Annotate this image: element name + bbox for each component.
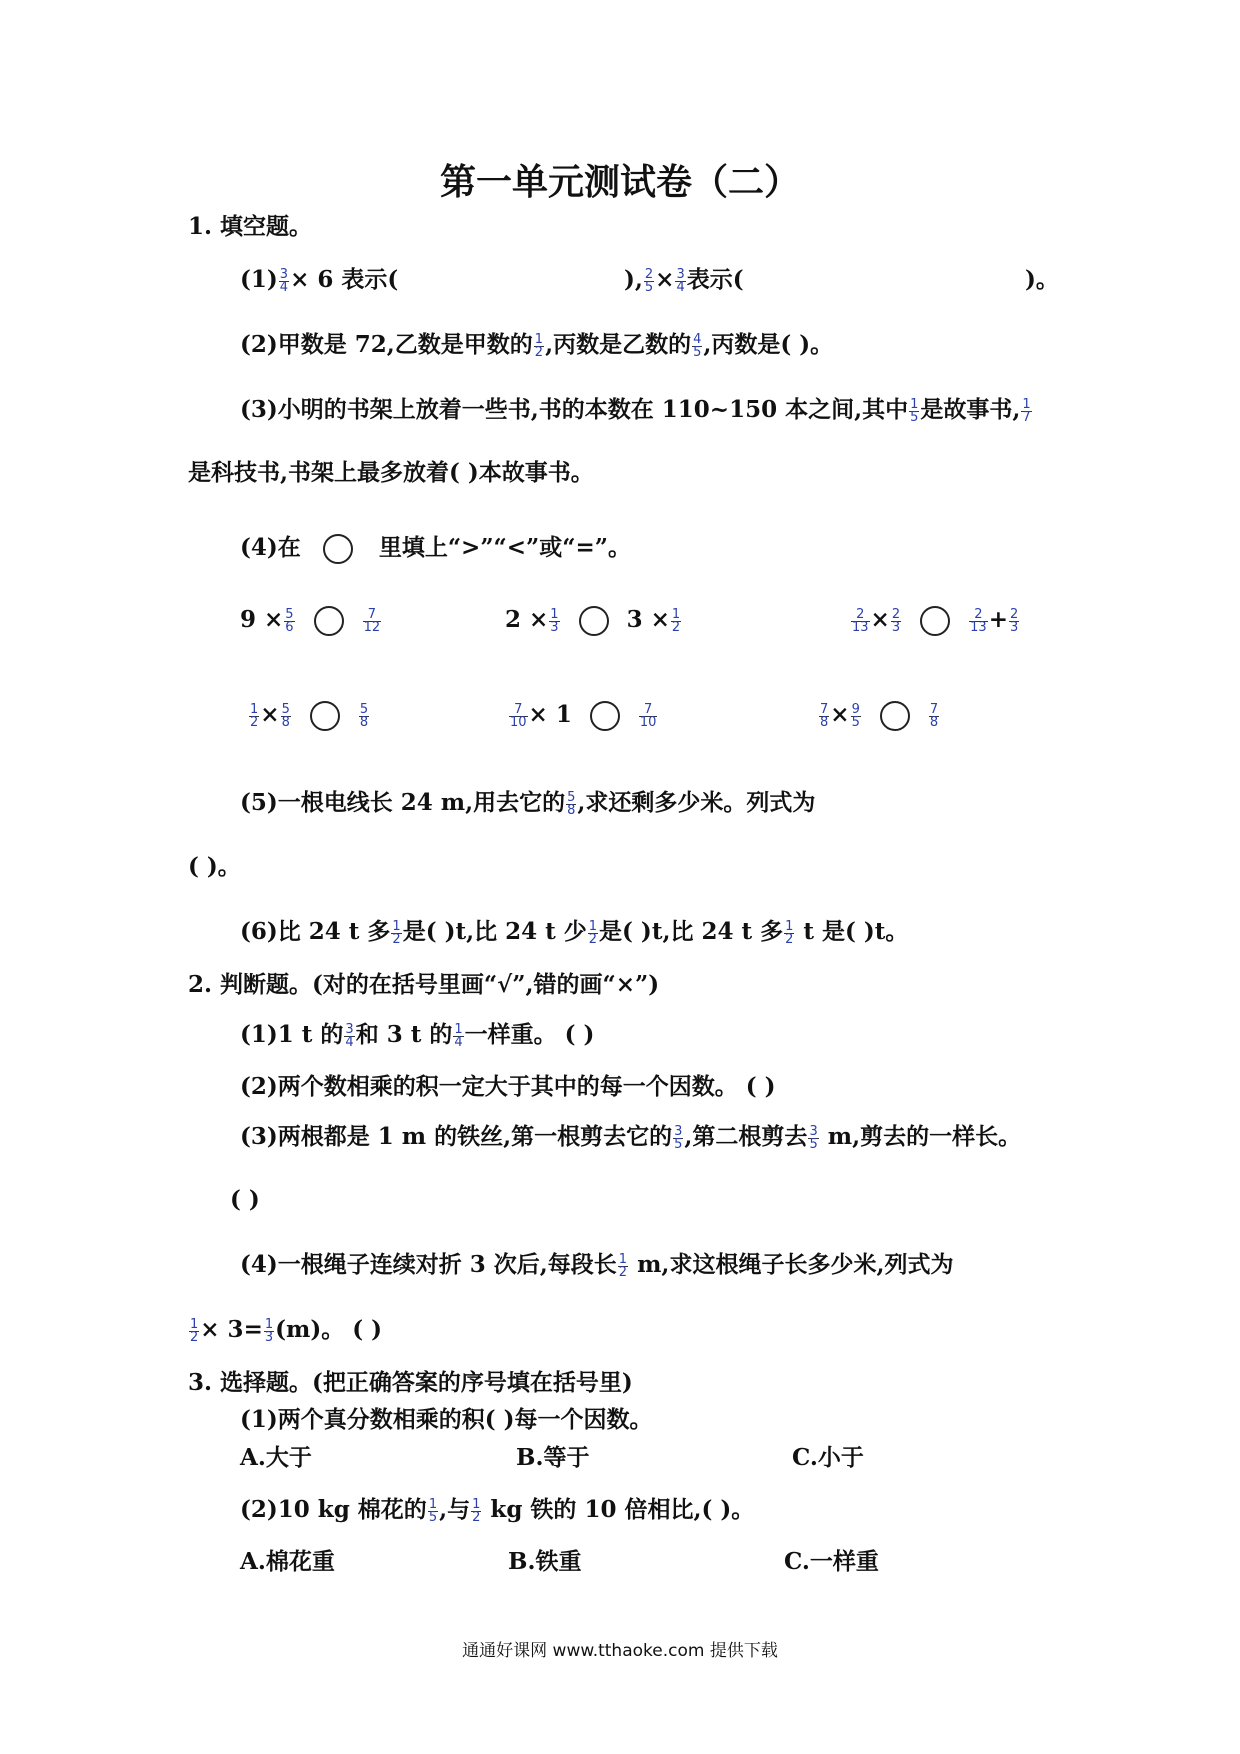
q3-1-option-a: A.大于 <box>240 1444 312 1471</box>
compare-circle[interactable] <box>314 606 344 636</box>
fraction: $\frac{1}{2}$ <box>588 918 598 947</box>
q1-4-line: (4)在 里填上“>”“<”或“=”。 <box>240 533 631 564</box>
compare-item-5: $\frac{7}{10}$ × 1 $\frac{7}{10}$ <box>510 701 657 730</box>
q1-2-line: (2)甲数是 72,乙数是甲数的 $\frac{1}{2}$ ,丙数是乙数的 $\frac{4}{5}$ ,丙数是( )。 <box>240 331 834 360</box>
fraction: $\frac{5}{8}$ <box>359 701 369 730</box>
fraction: $\frac{1}{2}$ <box>671 606 681 635</box>
q1-1-line-b: ), $\frac{2}{5}$ × $\frac{3}{4}$ 表示( <box>624 266 744 295</box>
section-1-heading: 1. 填空题。 <box>188 213 313 240</box>
fraction: $\frac{3}{4}$ <box>279 266 289 295</box>
q1-5-answer-blank: ( )。 <box>188 853 241 880</box>
q3-1-option-c: C.小于 <box>792 1444 864 1471</box>
fraction: $\frac{3}{4}$ <box>345 1021 354 1050</box>
section-3-heading: 3. 选择题。(把正确答案的序号填在括号里) <box>188 1369 633 1396</box>
q3-2-option-b: B.铁重 <box>508 1548 582 1575</box>
q1-1-line: (1) $\frac{3}{4}$ × 6 表示( <box>240 266 399 295</box>
fraction: $\frac{1}{2}$ <box>190 1316 199 1345</box>
section-2-heading: 2. 判断题。(对的在括号里画“√”,错的画“×”) <box>188 971 660 998</box>
compare-item-4: $\frac{1}{2}$ × $\frac{5}{8}$ $\frac{5}{8}$ <box>250 701 369 730</box>
q3-2-option-c: C.一样重 <box>784 1548 879 1575</box>
compare-circle[interactable] <box>579 606 609 636</box>
fraction: $\frac{7}{12}$ <box>363 606 381 635</box>
fraction: $\frac{1}{2}$ <box>534 331 544 360</box>
fraction: $\frac{1}{5}$ <box>910 396 919 425</box>
compare-item-3: $\frac{2}{13}$ × $\frac{2}{3}$ $\frac{2}{13}$ + $\frac{2}{3}$ <box>852 606 1019 635</box>
fraction: $\frac{1}{3}$ <box>264 1316 274 1345</box>
q3-2-stem: (2)10 kg 棉花的 $\frac{1}{5}$ ,与 $\frac{1}{2}$ kg 铁的 10 倍相比,( )。 <box>240 1496 755 1525</box>
fraction: $\frac{7}{8}$ <box>820 701 829 730</box>
fraction: $\frac{7}{10}$ <box>639 701 657 730</box>
q1-5-line: (5)一根电线长 24 m,用去它的 $\frac{5}{8}$ ,求还剩多少米。列式为 <box>240 789 816 818</box>
fraction: $\frac{4}{5}$ <box>693 331 702 360</box>
q2-4-line-b: $\frac{1}{2}$ × 3= $\frac{1}{3}$ (m)。 ( ) <box>190 1316 383 1345</box>
fraction: $\frac{2}{13}$ <box>970 606 987 635</box>
fraction: $\frac{2}{13}$ <box>852 606 869 635</box>
compare-item-2: 2 × $\frac{1}{3}$ 3 × $\frac{1}{2}$ <box>505 606 681 635</box>
q1-6-line: (6)比 24 t 多 $\frac{1}{2}$ 是( )t,比 24 t 少 $\frac{1}{2}$ 是( )t,比 24 t 多 $\frac{1}{2}$ t 是( )t。 <box>240 918 909 947</box>
fraction: $\frac{2}{5}$ <box>644 266 654 295</box>
fraction: $\frac{2}{3}$ <box>891 606 901 635</box>
fraction: $\frac{1}{2}$ <box>785 918 794 947</box>
q3-1-option-b: B.等于 <box>516 1444 590 1471</box>
compare-circle[interactable] <box>920 606 950 636</box>
fraction: $\frac{1}{2}$ <box>392 918 401 947</box>
compare-circle[interactable] <box>310 701 340 731</box>
page-title: 第一单元测试卷（二） <box>439 161 800 203</box>
footer-text: 通通好课网 www.tthaoke.com 提供下载 <box>462 1641 778 1661</box>
compare-item-6: $\frac{7}{8}$ × $\frac{9}{5}$ $\frac{7}{8}$ <box>820 701 939 730</box>
fraction: $\frac{3}{5}$ <box>809 1123 818 1152</box>
fraction: $\frac{1}{2}$ <box>250 701 259 730</box>
fraction: $\frac{1}{4}$ <box>454 1021 463 1050</box>
fraction: $\frac{3}{4}$ <box>676 266 685 295</box>
compare-item-1: 9 × $\frac{5}{6}$ $\frac{7}{12}$ <box>240 606 381 635</box>
blank-circle-sample <box>323 534 353 564</box>
q1-3-line-b: 是科技书,书架上最多放着( )本故事书。 <box>188 459 594 486</box>
fraction: $\frac{5}{6}$ <box>285 606 294 635</box>
fraction: $\frac{1}{5}$ <box>428 1496 438 1525</box>
fraction: $\frac{7}{8}$ <box>929 701 939 730</box>
compare-circle[interactable] <box>880 701 910 731</box>
q1-1-close: )。 <box>1025 266 1059 293</box>
fraction: $\frac{1}{2}$ <box>618 1251 628 1280</box>
fraction: $\frac{5}{8}$ <box>567 789 576 818</box>
q3-1-stem: (1)两个真分数相乘的积( )每一个因数。 <box>240 1406 653 1433</box>
q2-2-line: (2)两个数相乘的积一定大于其中的每一个因数。 ( ) <box>240 1073 776 1100</box>
q1-3-line: (3)小明的书架上放着一些书,书的本数在 110~150 本之间,其中 $\frac{1}{5}$ 是故事书, $\frac{1}{7}$ <box>240 396 1031 425</box>
fraction: $\frac{1}{2}$ <box>472 1496 481 1525</box>
fraction: $\frac{9}{5}$ <box>851 701 860 730</box>
fraction: $\frac{3}{5}$ <box>674 1123 683 1152</box>
q2-3-answer-blank: ( ) <box>230 1186 260 1213</box>
q2-4-line: (4)一根绳子连续对折 3 次后,每段长 $\frac{1}{2}$ m,求这根绳子长多少米,列式为 <box>240 1251 954 1280</box>
q2-3-line: (3)两根都是 1 m 的铁丝,第一根剪去它的 $\frac{3}{5}$ ,第二根剪去 $\frac{3}{5}$ m,剪去的一样长。 <box>240 1123 1022 1152</box>
fraction: $\frac{7}{10}$ <box>510 701 527 730</box>
fraction: $\frac{1}{3}$ <box>550 606 559 635</box>
compare-circle[interactable] <box>590 701 620 731</box>
q2-1-line: (1)1 t 的 $\frac{3}{4}$ 和 3 t 的 $\frac{1}{4}$ 一样重。 ( ) <box>240 1021 595 1050</box>
q3-2-option-a: A.棉花重 <box>240 1548 335 1575</box>
fraction: $\frac{1}{7}$ <box>1022 396 1031 425</box>
fraction: $\frac{5}{8}$ <box>281 701 290 730</box>
fraction: $\frac{2}{3}$ <box>1009 606 1019 635</box>
